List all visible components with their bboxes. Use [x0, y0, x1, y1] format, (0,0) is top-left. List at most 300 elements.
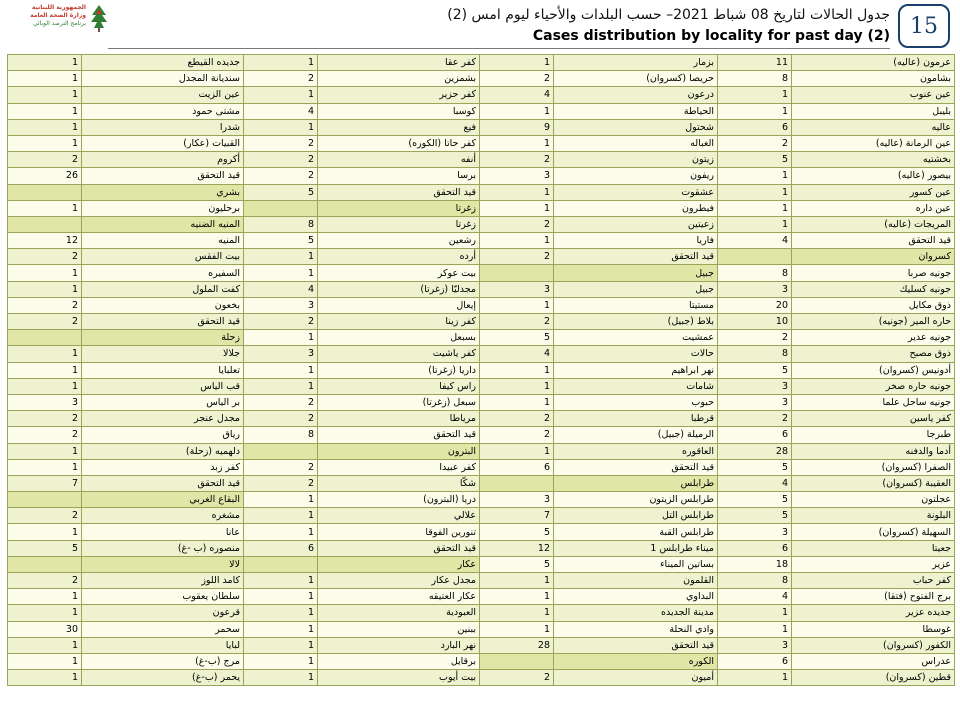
locality-name-cell: فاريا [554, 233, 718, 249]
locality-name-cell: بلاط (جبيل) [554, 314, 718, 330]
locality-name-cell: بيت أيوب [318, 670, 480, 686]
locality-name-cell: ذوق مكايل [792, 297, 955, 313]
case-count-cell: 1 [480, 55, 554, 71]
case-count-cell: 4 [718, 233, 792, 249]
locality-name-cell: كفر حاتا (الكوره) [318, 135, 480, 151]
district-header-cell: البترون [318, 443, 480, 459]
locality-name-cell: شدرا [82, 119, 244, 135]
table-row [8, 670, 955, 686]
district-header-cell: زغرتا [318, 200, 480, 216]
locality-name-cell: زعيتين [554, 216, 718, 232]
case-count-cell: 2 [8, 573, 82, 589]
locality-name-cell: عين عنوب [792, 87, 955, 103]
case-count-cell: 7 [480, 508, 554, 524]
locality-name-cell: مرج (ب-غ) [82, 653, 244, 669]
case-count-cell: 6 [718, 119, 792, 135]
table-row [8, 475, 955, 491]
case-count-cell: 2 [8, 314, 82, 330]
case-count-cell: 2 [244, 411, 318, 427]
locality-name-cell: بخشتيه [792, 152, 955, 168]
table-row [8, 556, 955, 572]
case-count-cell: 6 [718, 540, 792, 556]
case-count-cell [8, 556, 82, 572]
case-count-cell: 1 [480, 378, 554, 394]
locality-name-cell: البداوي [554, 589, 718, 605]
case-count-cell: 2 [244, 168, 318, 184]
table-row [8, 233, 955, 249]
locality-name-cell: قطين (كسروان) [792, 670, 955, 686]
locality-name-cell: غوسطا [792, 621, 955, 637]
case-count-cell: 4 [718, 475, 792, 491]
case-count-cell: 2 [480, 249, 554, 265]
locality-name-cell: حبوب [554, 394, 718, 410]
case-count-cell [244, 200, 318, 216]
locality-name-cell: أرده [318, 249, 480, 265]
case-count-cell: 3 [480, 281, 554, 297]
case-count-cell: 1 [8, 362, 82, 378]
case-count-cell [480, 265, 554, 281]
case-count-cell: 1 [480, 135, 554, 151]
table-row [8, 135, 955, 151]
case-count-cell: 1 [718, 87, 792, 103]
case-count-cell: 2 [244, 135, 318, 151]
case-count-cell: 3 [718, 281, 792, 297]
locality-name-cell: دلهميه (زحلة) [82, 443, 244, 459]
case-count-cell: 5 [718, 459, 792, 475]
case-count-cell: 3 [718, 637, 792, 653]
case-count-cell: 1 [8, 281, 82, 297]
case-count-cell: 9 [480, 119, 554, 135]
locality-name-cell: بيت عوكر [318, 265, 480, 281]
case-count-cell [8, 492, 82, 508]
case-count-cell: 1 [718, 168, 792, 184]
case-count-cell [244, 556, 318, 572]
locality-name-cell: داريا (زغرتا) [318, 362, 480, 378]
locality-name-cell: إيعال [318, 297, 480, 313]
case-count-cell: 2 [8, 249, 82, 265]
locality-name-cell: أنفه [318, 152, 480, 168]
locality-name-cell: زغرتا [318, 216, 480, 232]
locality-name-cell: عزير [792, 556, 955, 572]
table-row [8, 605, 955, 621]
case-count-cell: 1 [480, 394, 554, 410]
case-count-cell: 1 [8, 524, 82, 540]
locality-name-cell: قيد التحقق [792, 233, 955, 249]
case-count-cell: 1 [244, 670, 318, 686]
district-header-cell: جبيل [554, 265, 718, 281]
case-count-cell: 1 [244, 524, 318, 540]
table-row [8, 573, 955, 589]
locality-name-cell: جونيه صربا [792, 265, 955, 281]
case-count-cell: 5 [244, 233, 318, 249]
case-count-cell: 5 [718, 492, 792, 508]
page-header [0, 0, 960, 52]
case-count-cell: 1 [480, 573, 554, 589]
locality-name-cell: مجدليّا (زغرتا) [318, 281, 480, 297]
locality-name-cell: بر الياس [82, 394, 244, 410]
table-row [8, 524, 955, 540]
locality-name-cell: جونيه كسليك [792, 281, 955, 297]
case-count-cell: 2 [480, 152, 554, 168]
case-count-cell: 5 [718, 508, 792, 524]
case-count-cell: 1 [718, 670, 792, 686]
locality-name-cell: مجدل عنجر [82, 411, 244, 427]
case-count-cell: 4 [480, 346, 554, 362]
locality-name-cell: مشتى حمود [82, 103, 244, 119]
case-count-cell: 1 [8, 653, 82, 669]
locality-name-cell: بشمزين [318, 71, 480, 87]
case-count-cell: 1 [244, 573, 318, 589]
district-header-cell: لالا [82, 556, 244, 572]
page-number-badge: 15 [898, 4, 950, 48]
locality-name-cell: سحمر [82, 621, 244, 637]
locality-name-cell: أدونيس (كسروان) [792, 362, 955, 378]
table-row [8, 249, 955, 265]
case-count-cell: 12 [480, 540, 554, 556]
locality-name-cell: قرعون [82, 605, 244, 621]
case-count-cell: 1 [480, 184, 554, 200]
header-divider [108, 48, 890, 49]
case-count-cell: 1 [8, 55, 82, 71]
locality-name-cell: ذوق مصبح [792, 346, 955, 362]
case-count-cell: 1 [244, 637, 318, 653]
locality-name-cell: جونيه عدير [792, 330, 955, 346]
locality-name-cell: كفر ياشيت [318, 346, 480, 362]
case-count-cell: 6 [718, 653, 792, 669]
locality-name-cell: كفر زينا [318, 314, 480, 330]
locality-name-cell: السهيلة (كسروان) [792, 524, 955, 540]
locality-name-cell: ببنين [318, 621, 480, 637]
case-count-cell: 6 [244, 540, 318, 556]
case-count-cell: 2 [8, 152, 82, 168]
case-count-cell: 2 [718, 135, 792, 151]
case-count-cell: 1 [244, 492, 318, 508]
locality-name-cell: عدراس [792, 653, 955, 669]
case-count-cell: 11 [718, 55, 792, 71]
case-count-cell: 2 [8, 411, 82, 427]
logo-line-3: برنامج الترصد الوبائي [32, 20, 86, 27]
table-row [8, 411, 955, 427]
case-count-cell: 1 [480, 589, 554, 605]
district-header-cell: زحلة [82, 330, 244, 346]
case-count-cell: 1 [718, 184, 792, 200]
table-row [8, 297, 955, 313]
case-count-cell: 1 [244, 653, 318, 669]
locality-name-cell: بيصور (عاليه) [792, 168, 955, 184]
case-count-cell: 1 [8, 71, 82, 87]
case-count-cell: 5 [718, 362, 792, 378]
locality-name-cell: قيد التحقق [82, 168, 244, 184]
case-count-cell: 5 [718, 152, 792, 168]
cases-table-body [8, 55, 955, 686]
locality-name-cell: طرابلس التل [554, 508, 718, 524]
case-count-cell: 1 [480, 443, 554, 459]
case-count-cell: 3 [718, 524, 792, 540]
locality-name-cell: القبيات (عكار) [82, 135, 244, 151]
case-count-cell: 6 [480, 459, 554, 475]
table-row [8, 55, 955, 71]
case-count-cell: 1 [244, 621, 318, 637]
locality-name-cell: مدينة الجديده [554, 605, 718, 621]
locality-name-cell: طبرجا [792, 427, 955, 443]
case-count-cell: 1 [8, 265, 82, 281]
locality-name-cell: جونيه ساحل علما [792, 394, 955, 410]
case-count-cell: 2 [244, 394, 318, 410]
case-count-cell: 5 [480, 524, 554, 540]
case-count-cell: 8 [244, 427, 318, 443]
locality-name-cell: عين كسور [792, 184, 955, 200]
locality-name-cell: كفر ياسين [792, 411, 955, 427]
case-count-cell: 1 [244, 55, 318, 71]
case-count-cell: 1 [244, 119, 318, 135]
locality-name-cell: ميناء طرابلس 1 [554, 540, 718, 556]
case-count-cell: 1 [480, 605, 554, 621]
case-count-cell: 3 [244, 297, 318, 313]
locality-name-cell: جعيتا [792, 540, 955, 556]
case-count-cell: 2 [244, 475, 318, 491]
district-header-cell: طرابلس [554, 475, 718, 491]
table-row [8, 653, 955, 669]
locality-name-cell: عرمون (عاليه) [792, 55, 955, 71]
case-count-cell: 3 [244, 346, 318, 362]
locality-name-cell: كفر حباب [792, 573, 955, 589]
locality-name-cell: مشغره [82, 508, 244, 524]
locality-name-cell: مجدل عكار [318, 573, 480, 589]
page-title-english: Cases distribution by locality for past day (2) [532, 28, 890, 44]
case-count-cell: 2 [718, 411, 792, 427]
case-count-cell: 1 [244, 605, 318, 621]
table-row [8, 443, 955, 459]
logo-line-1: الجمهورية اللبنانية [31, 4, 86, 11]
district-header-cell: الكوره [554, 653, 718, 669]
locality-name-cell: تعلبايا [82, 362, 244, 378]
case-count-cell: 1 [8, 346, 82, 362]
locality-name-cell: بخعون [82, 297, 244, 313]
locality-name-cell: الغباله [554, 135, 718, 151]
case-count-cell: 2 [8, 508, 82, 524]
case-count-cell: 2 [244, 459, 318, 475]
case-count-cell [8, 330, 82, 346]
case-count-cell: 26 [8, 168, 82, 184]
locality-name-cell: عين داره [792, 200, 955, 216]
locality-name-cell: جونيه حاره صخر [792, 378, 955, 394]
case-count-cell: 28 [480, 637, 554, 653]
case-count-cell: 1 [480, 200, 554, 216]
table-row [8, 184, 955, 200]
locality-name-cell: طرابلس القبة [554, 524, 718, 540]
table-row [8, 589, 955, 605]
locality-name-cell: حالات [554, 346, 718, 362]
table-row [8, 216, 955, 232]
case-count-cell: 3 [718, 394, 792, 410]
table-row [8, 281, 955, 297]
locality-name-cell: الرميلة (جبيل) [554, 427, 718, 443]
table-row [8, 119, 955, 135]
locality-name-cell: شحتول [554, 119, 718, 135]
case-count-cell: 8 [718, 265, 792, 281]
locality-name-cell: عشقوت [554, 184, 718, 200]
locality-name-cell: أميون [554, 670, 718, 686]
locality-name-cell: مستيتا [554, 297, 718, 313]
locality-name-cell: طرابلس الزيتون [554, 492, 718, 508]
case-count-cell: 1 [718, 621, 792, 637]
locality-name-cell: حاره المير (جونيه) [792, 314, 955, 330]
case-count-cell [8, 184, 82, 200]
locality-name-cell: سلطان يعقوب [82, 589, 244, 605]
locality-name-cell: ريفون [554, 168, 718, 184]
case-count-cell: 5 [480, 556, 554, 572]
case-count-cell: 1 [244, 508, 318, 524]
cases-table [7, 54, 955, 686]
locality-name-cell: كفر عبيدا [318, 459, 480, 475]
case-count-cell: 18 [718, 556, 792, 572]
page-title-arabic: جدول الحالات لتاريخ 08 شباط 2021– حسب البلدات والأحياء ليوم امس (2) [447, 7, 890, 23]
case-count-cell: 2 [480, 71, 554, 87]
case-count-cell: 1 [480, 103, 554, 119]
locality-name-cell: قيد التحقق [554, 459, 718, 475]
ministry-logo [8, 3, 110, 43]
locality-name-cell: كامد اللوز [82, 573, 244, 589]
case-count-cell [480, 475, 554, 491]
table-row [8, 459, 955, 475]
locality-name-cell: كوسبا [318, 103, 480, 119]
locality-name-cell: جديده القيطع [82, 55, 244, 71]
locality-name-cell: سنديانة المجدل [82, 71, 244, 87]
locality-name-cell: كفر عقا [318, 55, 480, 71]
case-count-cell: 1 [718, 103, 792, 119]
case-count-cell: 1 [8, 87, 82, 103]
locality-name-cell: قيد التحقق [318, 184, 480, 200]
table-row [8, 87, 955, 103]
table-row [8, 508, 955, 524]
case-count-cell: 1 [480, 297, 554, 313]
case-count-cell: 1 [718, 216, 792, 232]
table-row [8, 200, 955, 216]
locality-name-cell: السفيره [82, 265, 244, 281]
case-count-cell: 2 [480, 411, 554, 427]
case-count-cell: 2 [480, 670, 554, 686]
locality-name-cell: نهر البارد [318, 637, 480, 653]
locality-name-cell: جلالا [82, 346, 244, 362]
locality-name-cell: شامات [554, 378, 718, 394]
table-row [8, 346, 955, 362]
locality-name-cell: عاليه [792, 119, 955, 135]
logo-line-2: وزارة الصحة العامة [30, 12, 86, 19]
locality-name-cell: عين الزيت [82, 87, 244, 103]
case-count-cell [718, 249, 792, 265]
locality-name-cell: العبودية [318, 605, 480, 621]
locality-name-cell: دريا (البترون) [318, 492, 480, 508]
case-count-cell: 5 [244, 184, 318, 200]
case-count-cell: 7 [8, 475, 82, 491]
locality-name-cell: بشامون [792, 71, 955, 87]
table-row [8, 492, 955, 508]
case-count-cell: 2 [8, 427, 82, 443]
locality-name-cell: البلونة [792, 508, 955, 524]
case-count-cell: 2 [244, 71, 318, 87]
locality-name-cell: أدما والدفنه [792, 443, 955, 459]
locality-name-cell: رشعين [318, 233, 480, 249]
locality-name-cell: كفت الملول [82, 281, 244, 297]
table-row [8, 394, 955, 410]
locality-name-cell: وادي النحلة [554, 621, 718, 637]
locality-name-cell: بيت الفقس [82, 249, 244, 265]
locality-name-cell: الكفور (كسروان) [792, 637, 955, 653]
locality-name-cell: سبعل (زغرتا) [318, 394, 480, 410]
case-count-cell: 2 [480, 427, 554, 443]
case-count-cell: 3 [718, 378, 792, 394]
case-count-cell: 4 [718, 589, 792, 605]
locality-name-cell: رياق [82, 427, 244, 443]
case-count-cell: 4 [244, 103, 318, 119]
locality-name-cell: علالي [318, 508, 480, 524]
case-count-cell: 4 [244, 281, 318, 297]
table-row [8, 378, 955, 394]
case-count-cell: 1 [718, 605, 792, 621]
locality-name-cell: قرطبا [554, 411, 718, 427]
locality-name-cell: جديده عزير [792, 605, 955, 621]
locality-name-cell: راس كيفا [318, 378, 480, 394]
case-count-cell: 5 [8, 540, 82, 556]
case-count-cell: 1 [244, 378, 318, 394]
case-count-cell: 1 [8, 459, 82, 475]
case-count-cell [480, 653, 554, 669]
locality-name-cell: المنيه [82, 233, 244, 249]
locality-name-cell: برقايل [318, 653, 480, 669]
table-row [8, 637, 955, 653]
table-row [8, 330, 955, 346]
table-row [8, 540, 955, 556]
locality-name-cell: فيع [318, 119, 480, 135]
locality-name-cell: الحياطة [554, 103, 718, 119]
case-count-cell: 1 [8, 637, 82, 653]
locality-name-cell: الصفرا (كسروان) [792, 459, 955, 475]
locality-name-cell: قيد التحقق [82, 314, 244, 330]
case-count-cell [244, 443, 318, 459]
case-count-cell: 20 [718, 297, 792, 313]
case-count-cell: 2 [718, 330, 792, 346]
locality-name-cell: أكروم [82, 152, 244, 168]
case-count-cell: 5 [480, 330, 554, 346]
table-row [8, 314, 955, 330]
table-row [8, 362, 955, 378]
case-count-cell: 2 [244, 152, 318, 168]
case-count-cell: 8 [244, 216, 318, 232]
case-count-cell: 30 [8, 621, 82, 637]
case-count-cell: 1 [244, 249, 318, 265]
case-count-cell: 1 [8, 605, 82, 621]
case-count-cell: 1 [8, 103, 82, 119]
case-count-cell: 12 [8, 233, 82, 249]
case-count-cell: 28 [718, 443, 792, 459]
logo-text [28, 4, 86, 28]
case-count-cell: 3 [480, 492, 554, 508]
locality-name-cell: قيد التحقق [554, 249, 718, 265]
locality-name-cell: زيتون [554, 152, 718, 168]
locality-name-cell: قيد التحقق [82, 475, 244, 491]
case-count-cell: 10 [718, 314, 792, 330]
case-count-cell: 1 [480, 621, 554, 637]
case-count-cell: 2 [480, 216, 554, 232]
locality-name-cell: يحمر (ب-غ) [82, 670, 244, 686]
locality-name-cell: شكّا [318, 475, 480, 491]
table-row [8, 168, 955, 184]
locality-name-cell: برسا [318, 168, 480, 184]
locality-name-cell: عكار العتيقه [318, 589, 480, 605]
case-count-cell: 1 [8, 443, 82, 459]
district-header-cell: المنيه الضنيه [82, 216, 244, 232]
locality-name-cell: بساتين الميناء [554, 556, 718, 572]
